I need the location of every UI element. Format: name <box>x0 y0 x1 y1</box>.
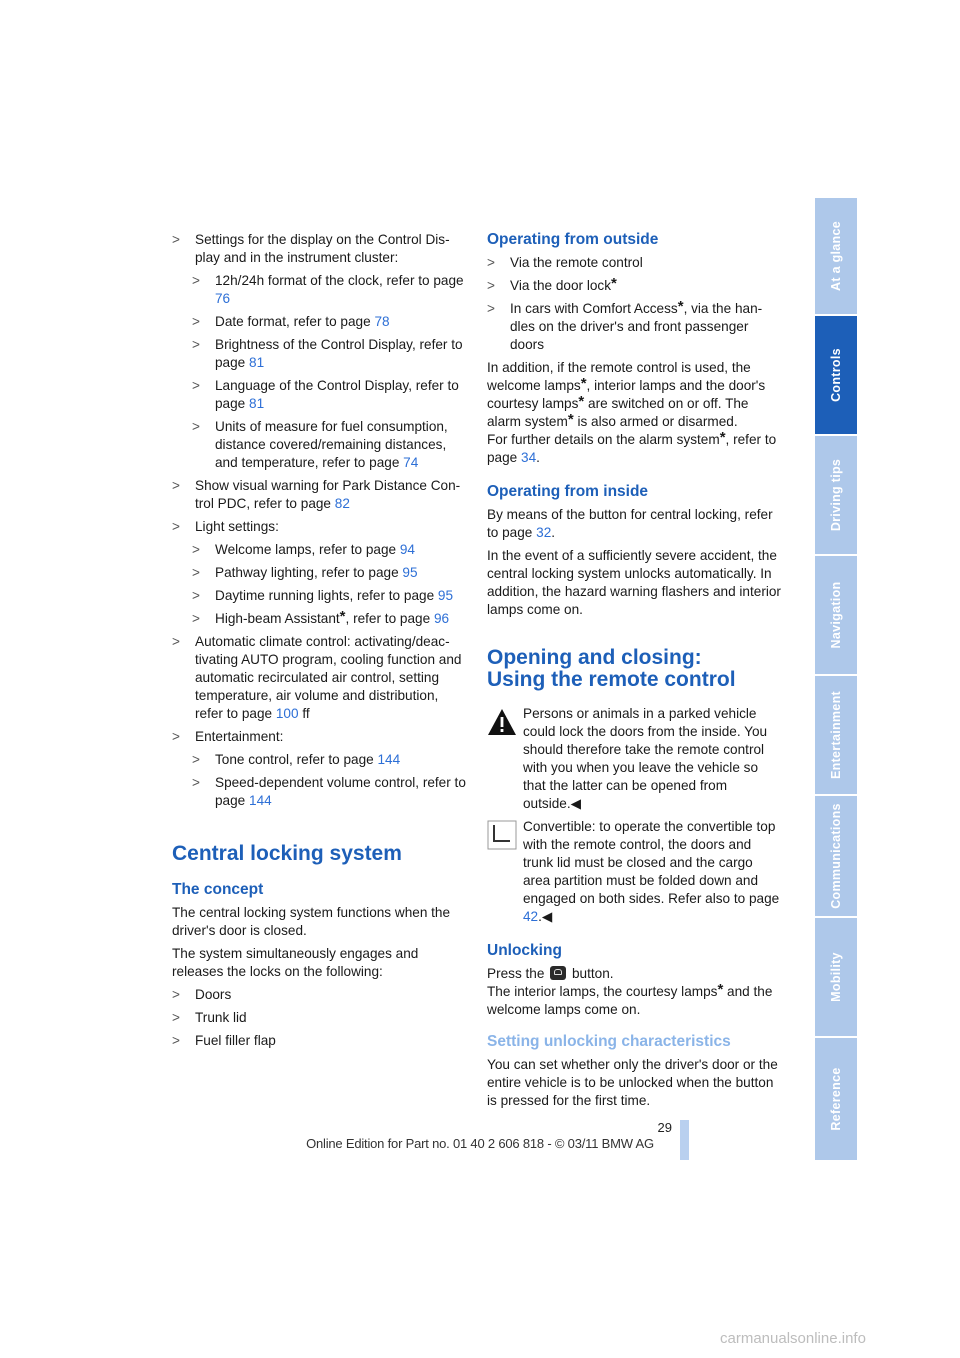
page-link[interactable]: 78 <box>374 314 390 329</box>
heading-central-locking: Central locking system <box>172 842 402 865</box>
page-link[interactable]: 42 <box>523 909 539 924</box>
asterisk: * <box>611 275 617 292</box>
tab-navigation[interactable]: Navigation <box>815 556 857 674</box>
warning-triangle-icon <box>487 707 517 737</box>
unlock-button-icon <box>550 966 566 980</box>
page-link[interactable]: 95 <box>402 565 418 580</box>
paragraph: In addition, if the remote control is used, the welcome lamps*, interior lamps and the door's courtesy lamps* are switched on or off. The alarm system* is also armed or disarmed. For further details on the alarm system*, refer to page 34. <box>487 360 777 465</box>
page-number: 29 <box>657 1120 672 1135</box>
paragraph: In the event of a sufficiently severe accident, the central locking system unlocks automatically. In addition, the hazard warning flashers and interior lamps come on. <box>487 548 781 617</box>
heading-concept: The concept <box>172 881 264 898</box>
asterisk: * <box>339 608 346 625</box>
paragraph: You can set whether only the driver's door or the entire vehicle is to be unlocked when the button is pressed for the first time. <box>487 1057 778 1108</box>
page-link[interactable]: 144 <box>249 793 272 808</box>
asterisk: * <box>717 981 724 998</box>
asterisk: * <box>677 298 684 315</box>
left-column <box>172 231 466 1055</box>
heading-operating-inside: Operating from inside <box>487 483 649 500</box>
list-item: > Via the door lock* <box>487 277 781 295</box>
bullet-units: > Units of measure for fuel consumption, distance covered/remaining distances, and temperature, refer to page 74 <box>192 418 466 472</box>
bullet-pathway-lighting: > Pathway lighting, refer to page 95 <box>192 564 466 582</box>
warning-note: Persons or animals in a parked vehicle could lock the doors from the inside. You should therefore take the remote control with you when you leave the vehicle so that the latter can be opened from outside.◀ <box>487 705 781 813</box>
list-item: > Via the remote control <box>487 254 781 272</box>
page-link[interactable]: 76 <box>215 291 231 306</box>
tab-reference[interactable]: Reference <box>815 1038 857 1160</box>
page-link[interactable]: 32 <box>536 525 552 540</box>
list-item: > Trunk lid <box>172 1009 466 1027</box>
heading-setting-unlocking: Setting unlocking characteristics <box>487 1033 731 1050</box>
note-arrow-icon <box>487 820 517 850</box>
page-link[interactable]: 94 <box>399 542 415 557</box>
paragraph: The system simultaneously engages and releases the locks on the following: <box>172 946 419 979</box>
chapter-tabs <box>815 198 857 1160</box>
footer-edition: Online Edition for Part no. 01 40 2 606 818 - © 03/11 BMW AG <box>306 1136 654 1151</box>
bullet-entertainment: > Entertainment: <box>172 728 466 746</box>
paragraph: Press the button. The interior lamps, the courtesy lamps* and the welcome lamps come on. <box>487 966 773 1017</box>
tab-communications[interactable]: Communications <box>815 796 857 916</box>
list-item: > Doors <box>172 986 466 1004</box>
page-link[interactable]: 34 <box>521 450 537 465</box>
tab-at-a-glance[interactable]: At a glance <box>815 198 857 314</box>
list-item: > Fuel filler flap <box>172 1032 466 1050</box>
page-link[interactable]: 100 <box>275 706 299 721</box>
page-link[interactable]: 81 <box>249 396 265 411</box>
heading-operating-outside: Operating from outside <box>487 231 659 248</box>
bullet-display-settings: > Settings for the display on the Control Display and in the instrument cluster: <box>172 231 466 267</box>
list-item: > In cars with Comfort Access*, via the handles on the driver's and front passenger doors <box>487 300 781 354</box>
tab-controls[interactable]: Controls <box>815 316 857 434</box>
heading-opening-closing: Opening and closing: Using the remote control <box>487 646 736 691</box>
asterisk: * <box>580 375 587 392</box>
bullet-welcome-lamps: > Welcome lamps, refer to page 94 <box>192 541 466 559</box>
convertible-note: Convertible: to operate the convertible top with the remote control, the doors and trunk lid must be closed and the cargo area partition must be folded down and engaged on both sides. Refer also to page 42.◀ <box>487 818 781 926</box>
bullet-date-format: > Date format, refer to page 78 <box>192 313 466 331</box>
tab-driving-tips[interactable]: Driving tips <box>815 436 857 554</box>
asterisk: * <box>578 393 585 410</box>
page-link[interactable]: 81 <box>249 355 265 370</box>
bullet-volume-control: > Speed-dependent volume control, refer to page 144 <box>192 774 466 810</box>
paragraph: The central locking system functions when the driver's door is closed. <box>172 905 451 938</box>
page-link[interactable]: 82 <box>334 496 350 511</box>
watermark: carmanualsonline.info <box>720 1330 866 1347</box>
bullet-climate-control: > Automatic climate control: activating/deactivating AUTO program, cooling function and automatic recirculated air control, setting temperature, air volume and distribution, refer to page 100 ff <box>172 633 466 723</box>
tab-mobility[interactable]: Mobility <box>815 918 857 1036</box>
heading-unlocking: Unlocking <box>487 942 562 959</box>
page-link[interactable]: 74 <box>403 455 419 470</box>
bullet-light-settings: > Light settings: <box>172 518 466 536</box>
bullet-pdc: > Show visual warning for Park Distance Control PDC, refer to page 82 <box>172 477 466 513</box>
page-link[interactable]: 96 <box>433 611 450 626</box>
bullet-tone-control: > Tone control, refer to page 144 <box>192 751 466 769</box>
bullet-language: > Language of the Control Display, refer to page 81 <box>192 377 466 413</box>
bullet-brightness: > Brightness of the Control Display, refer to page 81 <box>192 336 466 372</box>
page-link[interactable]: 144 <box>377 752 401 767</box>
asterisk: * <box>719 429 726 446</box>
bullet-daytime-lights: > Daytime running lights, refer to page 95 <box>192 587 466 605</box>
tab-entertainment[interactable]: Entertainment <box>815 676 857 794</box>
right-column <box>487 231 781 1115</box>
page-link[interactable]: 95 <box>437 588 454 603</box>
bullet-high-beam: > High-beam Assistant*, refer to page 96 <box>192 610 466 628</box>
bullet-clock-format: > 12h/24h format of the clock, refer to page 76 <box>192 272 466 308</box>
paragraph: By means of the button for central locking, refer to page 32. <box>487 507 773 540</box>
asterisk: * <box>567 411 574 428</box>
